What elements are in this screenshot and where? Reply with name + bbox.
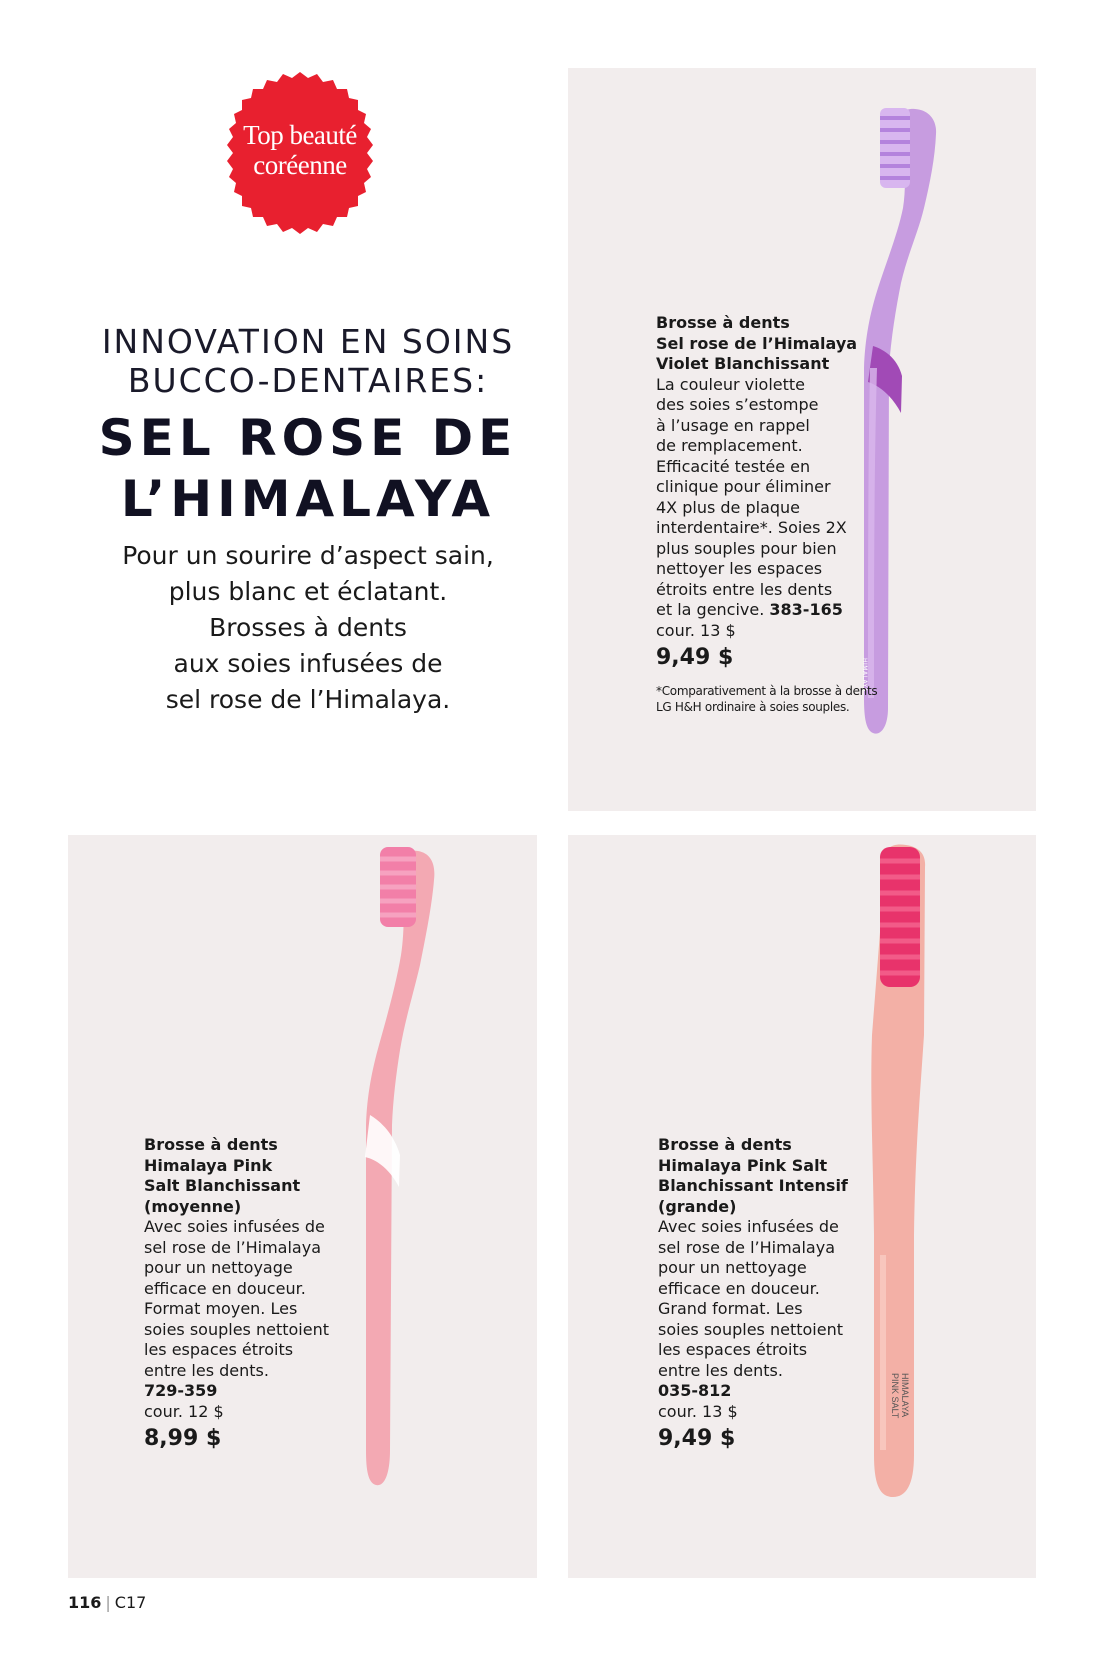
product-name: Brosse à dents Himalaya Pink Salt Blanchissant Intensif (grande) [658, 1135, 848, 1216]
product-card-pink-medium [68, 835, 537, 1578]
sale-price: 9,49 $ [656, 645, 734, 670]
product-name: Brosse à dents Sel rose de l’Himalaya Violet Blanchissant [656, 313, 858, 373]
intro-text: Pour un sourire d’aspect sain, plus blanc et éclatant. Brosses à dents aux soies infusées de sel rose de l’Himalaya. [122, 541, 494, 714]
regular-price: cour. 13 $ [656, 620, 736, 640]
footer-separator: | [105, 1593, 111, 1612]
kicker-heading: INNOVATION EN SOINS BUCCO-DENTAIRES: [101, 322, 515, 400]
campaign-code: C17 [114, 1593, 147, 1612]
badge-text: Top beauté coréenne [243, 120, 357, 180]
product-code: 729-359 [144, 1381, 218, 1400]
sale-price: 8,99 $ [144, 1426, 222, 1451]
handle-brand-text: HIMALAYA PINK SALT [890, 1373, 910, 1419]
product-description-violet [656, 313, 886, 715]
page-footer [68, 1593, 146, 1612]
product-code: 035-812 [658, 1381, 732, 1400]
page-title: SEL ROSE DE L’HIMALAYA [98, 409, 518, 528]
regular-price: cour. 13 $ [658, 1401, 738, 1421]
regular-price: cour. 12 $ [144, 1401, 224, 1421]
sale-price: 9,49 $ [658, 1426, 736, 1451]
page-number: 116 [68, 1593, 102, 1612]
product-card-pink-large [568, 835, 1036, 1578]
product-description-pink-medium [144, 1135, 374, 1454]
pink-large-bristles [880, 847, 920, 987]
product-code: 383-165 [769, 600, 843, 619]
footnote: *Comparativement à la brosse à dents LG H&H ordinaire à soies souples. [656, 684, 878, 714]
product-description-pink-large [658, 1135, 888, 1454]
intro-section [88, 322, 528, 718]
product-body-text: Avec soies infusées de sel rose de l’Himalaya pour un nettoyage efficace en douceur. Format moyen. Les soies souples nettoient les espaces étroits entre les dents. [144, 1217, 329, 1380]
product-body-text: Avec soies infusées de sel rose de l’Himalaya pour un nettoyage efficace en douceur. Grand format. Les soies souples nettoient les espaces étroits entre les dents. [658, 1217, 843, 1380]
handle-brand-text: HIMALAYA [861, 658, 868, 692]
pink-medium-bristles [380, 847, 416, 927]
product-name: Brosse à dents Himalaya Pink Salt Blanchissant (moyenne) [144, 1135, 301, 1216]
product-body-text: La couleur violette des soies s’estompe à l’usage en rappel de remplacement. Efficacité testée en clinique pour éliminer 4X plus de plaque interdentaire*. Soies 2X plus souples pour bien nettoyer les espaces étroits entre les dents et la gencive. [656, 374, 847, 619]
product-card-violet [568, 68, 1036, 811]
violet-bristles [880, 108, 910, 188]
top-beauty-badge [216, 70, 384, 236]
